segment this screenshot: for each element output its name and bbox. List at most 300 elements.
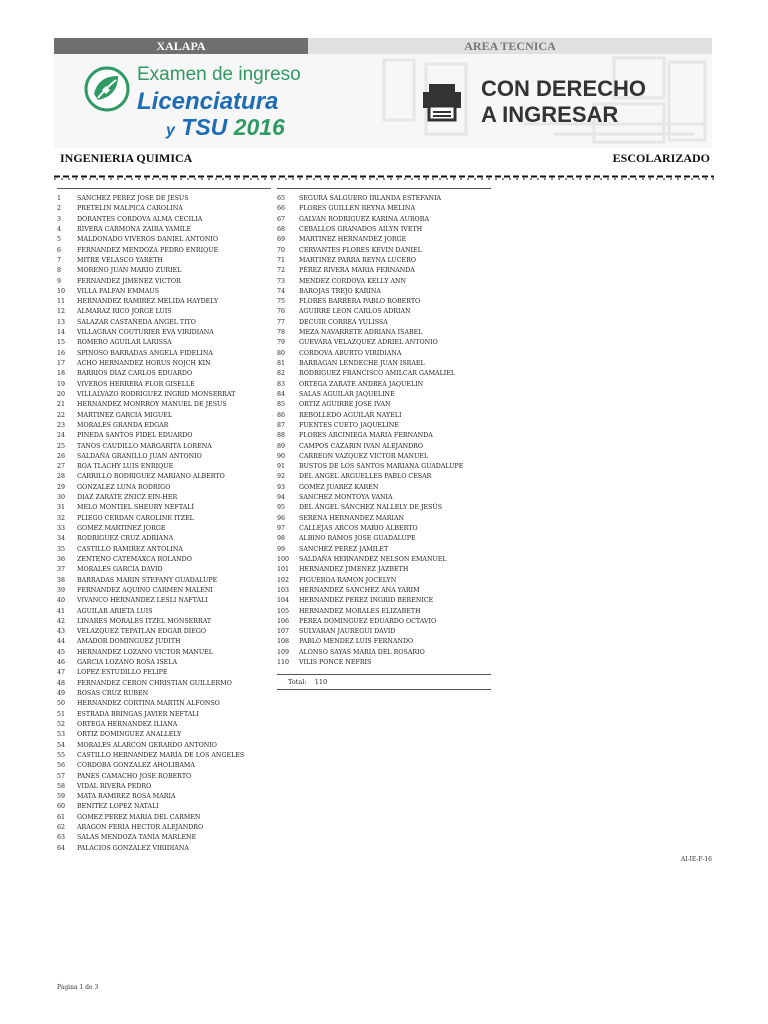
student-name: CALLEJAS ARCOS MARIO ALBERTO	[299, 525, 418, 532]
student-number: 12	[57, 308, 66, 316]
student-number: 39	[57, 586, 66, 594]
student-row	[57, 462, 244, 472]
student-name: CERVANTES FLORES KEVIN DANIEL	[299, 246, 422, 254]
student-name: CASTILLO HERNANDEZ MARÍA DE LOS ANGELES	[77, 751, 245, 759]
student-row	[57, 534, 244, 544]
student-name: GOMEZ PEREZ MARIA DEL CARMEN	[77, 813, 201, 821]
student-number: 74	[277, 287, 286, 295]
student-row	[57, 524, 244, 534]
student-number: 104	[277, 597, 290, 605]
student-row	[57, 483, 244, 493]
student-number: 54	[57, 741, 66, 749]
student-row	[57, 194, 244, 204]
student-row	[277, 596, 463, 606]
student-row	[57, 679, 244, 689]
student-row	[57, 442, 244, 452]
student-name: FLORES BARRERA PABLO ROBERTO	[299, 298, 421, 306]
student-name: ALMARAZ RICO JORGE LUIS	[77, 308, 172, 316]
student-name: CARREON VAZQUEZ VICTOR MANUEL	[299, 452, 429, 460]
student-number: 107	[277, 628, 290, 636]
student-name: SANCHEZ PEREZ JOSE DE JESUS	[77, 195, 189, 202]
student-number: 41	[57, 607, 66, 615]
student-number: 14	[57, 329, 66, 337]
student-name: ORTEGA ZARATE ANDREA JAQUELIN	[299, 380, 424, 388]
student-name: ORTEGA HERNANDEZ ILIANA	[77, 720, 178, 728]
student-number: 19	[57, 380, 66, 388]
student-number: 5	[57, 236, 62, 244]
student-number: 1	[57, 195, 62, 202]
student-number: 9	[57, 277, 62, 285]
student-name: ARAGON FERIA HECTOR ALEJANDRO	[77, 824, 204, 832]
area-label: AREA TECNICA	[308, 38, 712, 54]
student-row	[277, 421, 463, 431]
student-name: MELO MONTIEL SHEURY NEFTALÍ	[77, 504, 194, 512]
student-name: LOPEZ ESTUDILLO FELIPE	[77, 669, 168, 677]
student-name: BUSTOS DE LOS SANTOS MARIANA GUADALUPE	[299, 463, 464, 471]
student-row	[277, 400, 463, 410]
student-number: 93	[277, 483, 286, 491]
student-row	[277, 442, 463, 452]
student-number: 90	[277, 452, 286, 460]
student-row	[57, 400, 244, 410]
student-row	[57, 266, 244, 276]
student-number: 24	[57, 432, 66, 440]
student-name: VIVEROS HERRERA FLOR GISELLE	[77, 380, 195, 388]
student-name: ALBINO RAMOS JOSE GUADALUPE	[299, 535, 416, 543]
student-row	[57, 431, 244, 441]
student-number: 102	[277, 576, 290, 584]
student-row	[57, 720, 244, 730]
student-name: AMADOR DOMINGUEZ JUDITH	[77, 638, 181, 646]
student-row	[57, 565, 244, 575]
student-number: 44	[57, 638, 66, 646]
student-row	[57, 514, 244, 524]
student-row	[277, 472, 463, 482]
student-row	[277, 514, 463, 524]
student-name: SALAZAR CASTAÑEDA ANGEL TITO	[77, 318, 196, 326]
student-name: FERNANDEZ AQUINO CARMEN MALENI	[77, 586, 213, 594]
student-number: 16	[57, 349, 66, 357]
student-row	[57, 277, 244, 287]
student-name: FLORES GUILLEN REYNA MELINA	[299, 205, 415, 213]
student-row	[277, 318, 463, 328]
student-name: SANCHEZ MONTOYA VANIA	[299, 494, 393, 502]
student-number: 65	[277, 195, 286, 202]
student-name: CORDOBA GONZALEZ AHOLIBAMA	[77, 762, 195, 770]
student-name: RODRIGUEZ CRUZ ADRIANA	[77, 535, 174, 543]
document-code: AI-IE-F-16	[680, 856, 712, 863]
student-number: 48	[57, 679, 66, 687]
student-name: BARRAGAN LENDECHE JUAN ISRAEL	[299, 360, 425, 367]
page-number: Página 1 de 3	[57, 984, 99, 991]
student-name: MEZA NAVARRETE ADRIANA ISABEL	[299, 329, 423, 337]
student-row	[57, 668, 244, 678]
student-row	[57, 586, 244, 596]
student-number: 57	[57, 772, 66, 780]
student-row	[57, 493, 244, 503]
student-name: VILIS PONCE NEFRIS	[299, 659, 372, 667]
student-number: 45	[57, 648, 66, 656]
student-number: 52	[57, 720, 66, 728]
student-row	[57, 287, 244, 297]
student-number: 109	[277, 648, 290, 656]
student-name: SPINOSO BARRADAS ANGELA FIDELINA	[77, 349, 213, 357]
student-row	[277, 338, 463, 348]
student-name: BENITEZ LOPEZ NATALI	[77, 803, 159, 811]
student-row	[277, 627, 463, 637]
student-row	[57, 328, 244, 338]
student-name: MATA RAMIREZ ROSA MARIA	[77, 793, 176, 801]
total-rule-top	[277, 674, 491, 675]
student-name: HERNANDEZ MORALES ELIZABETH	[299, 607, 421, 615]
student-number: 91	[277, 463, 286, 471]
student-name: AGUILAR ARIETA LUIS	[77, 607, 153, 615]
student-row	[277, 483, 463, 493]
student-row	[277, 307, 463, 317]
student-row	[277, 266, 463, 276]
student-row	[277, 637, 463, 647]
student-row	[57, 741, 244, 751]
student-row	[57, 380, 244, 390]
program-title: INGENIERIA QUIMICA	[60, 151, 193, 165]
student-number: 18	[57, 370, 66, 378]
student-number: 2	[57, 205, 62, 213]
student-name: HERNANDEZ LOZANO VICTOR MANUEL	[77, 648, 213, 656]
student-name: ZENTENO CATEMAXCA ROLANDO	[77, 555, 192, 563]
student-name: DORANTES CORDOVA ALMA CECILIA	[77, 215, 203, 223]
student-row	[277, 194, 463, 204]
student-name: SEGURA SALGUERO IRLANDA ESTEFANIA	[299, 195, 442, 202]
student-name: HERNANDEZ MONRROY MANUEL DE JESUS	[77, 401, 227, 409]
student-name: MORALES GRANDA EDGAR	[77, 421, 169, 429]
student-row	[57, 349, 244, 359]
student-name: BARRIOS DIAZ CARLOS EDUARDO	[77, 370, 193, 378]
student-row	[277, 586, 463, 596]
student-row	[277, 225, 463, 235]
student-row	[57, 359, 244, 369]
student-row	[57, 648, 244, 658]
student-row	[57, 215, 244, 225]
student-number: 50	[57, 700, 66, 708]
student-name: VELAZQUEZ TEPATLAN EDGAR DIEGO	[77, 628, 207, 636]
student-number: 21	[57, 401, 66, 409]
student-name: DEL ANGEL ARGUELLES PABLO CESAR	[299, 473, 432, 481]
student-name: FUENTES CUETO JAQUELINE	[299, 421, 399, 429]
student-name: GARCIA LOZANO ROSA ISELA	[77, 659, 178, 667]
student-row	[57, 751, 244, 761]
student-number: 22	[57, 411, 66, 419]
student-number: 68	[277, 225, 286, 233]
student-name: PANES CAMACHO JOSE ROBERTO	[77, 772, 192, 780]
student-number: 85	[277, 401, 286, 409]
student-number: 60	[57, 803, 66, 811]
student-number: 33	[57, 525, 66, 532]
student-name: GONZALEZ LUNA RODRIGO	[77, 483, 171, 491]
student-name: HERNANDEZ SANCHEZ ANA YARIM	[299, 586, 420, 594]
student-number: 87	[277, 421, 286, 429]
modality-label: ESCOLARIZADO	[612, 151, 710, 165]
student-row	[57, 813, 244, 823]
student-name: PALACIOS GONZALEZ VIRIDIANA	[77, 844, 189, 852]
dashed-divider	[54, 175, 714, 180]
student-row	[57, 689, 244, 699]
student-name: FERNANDEZ CERON CHRISTIAN GUILLERMO	[77, 679, 232, 687]
student-number: 79	[277, 339, 286, 347]
student-number: 105	[277, 607, 290, 615]
student-number: 49	[57, 690, 66, 697]
student-number: 92	[277, 473, 286, 481]
student-number: 42	[57, 617, 66, 625]
student-name: ORTIZ DOMINGUEZ ANALLELY	[77, 731, 182, 739]
student-row	[57, 421, 244, 431]
student-row	[277, 493, 463, 503]
student-number: 56	[57, 762, 66, 770]
student-number: 40	[57, 597, 66, 605]
total-rule-bottom	[277, 689, 491, 690]
student-name: MENDEZ CORDOVA KELLY ANN	[299, 277, 407, 285]
student-row	[277, 328, 463, 338]
student-number: 13	[57, 318, 66, 326]
student-row	[57, 318, 244, 328]
student-row	[57, 204, 244, 214]
student-name: LINARES MORALES ITZEL MONSERRAT	[77, 617, 212, 625]
student-number: 28	[57, 473, 66, 481]
student-number: 3	[57, 215, 62, 223]
student-name: CEBALLOS GRANADOS AILYN IVETH	[299, 225, 423, 233]
student-name: VILLAGRAN COUTURIER EVA VIRIDIANA	[77, 329, 214, 337]
student-name: MORENO JUAN MARIO ZURIEL	[77, 267, 182, 275]
student-row	[277, 565, 463, 575]
student-number: 80	[277, 349, 286, 357]
student-name: VILLA FALFAN EMMAUS	[77, 287, 160, 295]
student-row	[277, 246, 463, 256]
student-row	[57, 472, 244, 482]
student-name: MARTINEZ GARCIA MIGUEL	[77, 411, 173, 419]
logo-tsu: TSU	[181, 114, 228, 140]
student-name: BARRADAS MARIN STEFANY GUADALUPE	[77, 576, 218, 584]
student-row	[277, 524, 463, 534]
student-number: 81	[277, 360, 286, 367]
student-row	[57, 246, 244, 256]
student-number: 63	[57, 834, 66, 842]
student-name: DIAZ ZARATE ZNICZ EIN-HER	[77, 494, 178, 502]
student-number: 55	[57, 751, 66, 759]
student-number: 29	[57, 483, 66, 491]
student-name: PINEDA SANTOS FIDEL EDUARDO	[77, 432, 193, 440]
student-name: RIVERA CARMONA ZAIRA YAMILE	[77, 225, 192, 233]
student-row	[277, 235, 463, 245]
student-number: 100	[277, 555, 290, 563]
student-row	[277, 607, 463, 617]
student-row	[57, 802, 244, 812]
student-number: 98	[277, 535, 286, 543]
student-name: ORTIZ AGUIRRE JOSE IVAN	[299, 401, 391, 409]
campus-label: XALAPA	[54, 38, 308, 54]
total-value: 110	[314, 678, 328, 686]
student-number: 108	[277, 638, 290, 646]
student-row	[57, 555, 244, 565]
student-name: PABLO MENDEZ LUIS FERNANDO	[299, 638, 414, 646]
logo-line2: Licenciatura	[137, 88, 279, 115]
student-name: BAROJAS TREJO KARINA	[299, 287, 381, 295]
student-number: 67	[277, 215, 286, 223]
student-number: 82	[277, 370, 286, 378]
student-row	[57, 844, 244, 854]
student-name: HERNANDEZ CORTINA MARTIN ALFONSO	[77, 700, 220, 708]
student-number: 6	[57, 246, 62, 254]
student-name: SALAS AGUILAR JAQUELINE	[299, 390, 395, 398]
student-row	[277, 431, 463, 441]
total-label: Total:	[288, 678, 307, 686]
student-row	[57, 235, 244, 245]
student-name: SALDAÑA HERNANDEZ NELSON EMANUEL	[299, 555, 447, 563]
student-number: 106	[277, 617, 290, 625]
student-number: 110	[277, 659, 290, 667]
student-name: GOMEZ JUAREZ KAREN	[299, 483, 379, 491]
student-name: DECUIR CORREA YULISSA	[299, 318, 388, 326]
student-name: FIGUEROA RAMON JOCELYN	[299, 576, 397, 584]
student-number: 37	[57, 566, 66, 574]
student-number: 76	[277, 308, 286, 316]
student-name: SALAS MENDOZA TANIA MARLENE	[77, 834, 197, 842]
student-row	[57, 390, 244, 400]
student-row	[57, 503, 244, 513]
student-number: 23	[57, 421, 66, 429]
student-name: PÉREZ RIVERA MARIA FERNANDA	[299, 267, 415, 275]
student-name: CARRILLO RODRIGUEZ MARIANO ALBERTO	[77, 473, 225, 481]
student-row	[57, 782, 244, 792]
student-number: 38	[57, 576, 66, 584]
student-number: 25	[57, 442, 66, 450]
column1-rule	[57, 188, 271, 189]
student-name: MARTINEZ HERNANDEZ JORGE	[299, 236, 407, 244]
student-row	[277, 380, 463, 390]
student-name: ROMERO AGUILAR LARISSA	[77, 339, 172, 347]
student-name: DEL ÁNGEL SÁNCHEZ NALLELY DE JESÚS	[299, 504, 443, 512]
student-row	[57, 833, 244, 843]
student-row	[57, 637, 244, 647]
student-number: 94	[277, 494, 286, 502]
student-name: FLORES ARCINIEGA MARIA FERNANDA	[299, 432, 433, 440]
student-name: MALDONADO VIVEROS DANIEL ANTONIO	[77, 236, 219, 244]
student-number: 30	[57, 494, 66, 502]
student-name: SANCHEZ PEREZ JAMILET	[299, 545, 389, 553]
student-number: 71	[277, 256, 286, 264]
student-number: 66	[277, 205, 286, 213]
student-row	[277, 411, 463, 421]
banner	[54, 54, 712, 148]
student-number: 7	[57, 256, 62, 264]
student-name: PLIEGO CERDAN CAROLINE ITZEL	[77, 514, 194, 522]
status-text	[481, 76, 646, 128]
student-number: 69	[277, 236, 286, 244]
student-row	[277, 617, 463, 627]
student-number: 96	[277, 514, 286, 522]
student-row	[277, 452, 463, 462]
student-number: 89	[277, 442, 286, 450]
student-number: 73	[277, 277, 286, 285]
logo-y: y	[166, 122, 175, 139]
students-column-1	[57, 194, 244, 854]
student-number: 75	[277, 298, 286, 306]
student-name: VILLALVAZO RODRIGUEZ INGRID MONSERRAT	[77, 390, 236, 398]
student-number: 84	[277, 390, 286, 398]
student-name: TANOS CAUDILLO MARGARITA LORENA	[77, 442, 212, 450]
student-name: REBOLLEDO AGUILAR NAYELI	[299, 411, 402, 419]
student-row	[277, 503, 463, 513]
student-name: CORDOVA ABURTO VIRIDIANA	[299, 349, 402, 357]
student-row	[57, 256, 244, 266]
student-row	[57, 307, 244, 317]
student-row	[277, 534, 463, 544]
student-row	[277, 277, 463, 287]
student-row	[277, 576, 463, 586]
student-row	[277, 359, 463, 369]
student-number: 53	[57, 731, 66, 739]
logo-year: 2016	[233, 114, 285, 140]
student-number: 32	[57, 514, 66, 522]
student-number: 35	[57, 545, 66, 553]
student-name: GOMEZ MARTINEZ JORGE	[77, 525, 166, 532]
student-name: AGUIRRE LEON CARLOS ADRIAN	[299, 308, 411, 316]
student-name: FERNANDEZ JIMENEZ VICTOR	[77, 277, 181, 285]
student-row	[277, 648, 463, 658]
student-number: 26	[57, 452, 66, 460]
student-number: 47	[57, 669, 66, 677]
students-column-2	[277, 194, 463, 668]
student-name: MORALES GARCIA DAVID	[77, 566, 163, 574]
student-row	[57, 607, 244, 617]
student-name: VIVANCO HERNANDEZ LESLI NAFTALI	[77, 597, 208, 605]
student-number: 61	[57, 813, 66, 821]
logo-line3	[166, 114, 285, 141]
student-name: ROSAS CRUZ RUBEN	[77, 690, 149, 697]
student-row	[57, 772, 244, 782]
student-row	[277, 256, 463, 266]
student-name: SULVARAN JAUREGUI DAVID	[299, 628, 396, 636]
student-number: 20	[57, 390, 66, 398]
student-name: GUEVARA VELAZQUEZ ADRIEL ANTONIO	[299, 339, 438, 347]
student-row	[277, 287, 463, 297]
student-name: ACHO HERNANDEZ HORUS NOJCH KIN	[77, 360, 211, 367]
student-row	[277, 369, 463, 379]
student-name: ESTRADA BRINGAS JAVIER NEFTALI	[77, 710, 199, 718]
student-row	[57, 411, 244, 421]
student-row	[57, 761, 244, 771]
student-name: ROA TLACHY LUIS ENRIQUE	[77, 463, 174, 471]
student-number: 72	[277, 267, 286, 275]
student-row	[277, 462, 463, 472]
student-name: ALONSO SAYAS MARIA DEL ROSARIO	[299, 648, 425, 656]
student-number: 88	[277, 432, 286, 440]
student-name: HERNANDEZ RAMIREZ MELIDA HAYDELY	[77, 298, 219, 306]
student-name: HERNANDEZ PEREZ INGRID BERENICE	[299, 597, 434, 605]
student-row	[57, 710, 244, 720]
status-line2: A INGRESAR	[481, 102, 619, 127]
student-row	[277, 658, 463, 668]
student-number: 83	[277, 380, 286, 388]
student-number: 58	[57, 782, 66, 790]
student-row	[57, 596, 244, 606]
student-name: RODRIGUEZ FRANCISCO AMILCAR GAMALIEL	[299, 370, 456, 378]
student-row	[57, 545, 244, 555]
student-row	[57, 617, 244, 627]
student-number: 51	[57, 710, 66, 718]
logo-leaf-icon	[84, 66, 130, 112]
student-number: 59	[57, 793, 66, 801]
student-row	[57, 452, 244, 462]
student-number: 70	[277, 246, 286, 254]
